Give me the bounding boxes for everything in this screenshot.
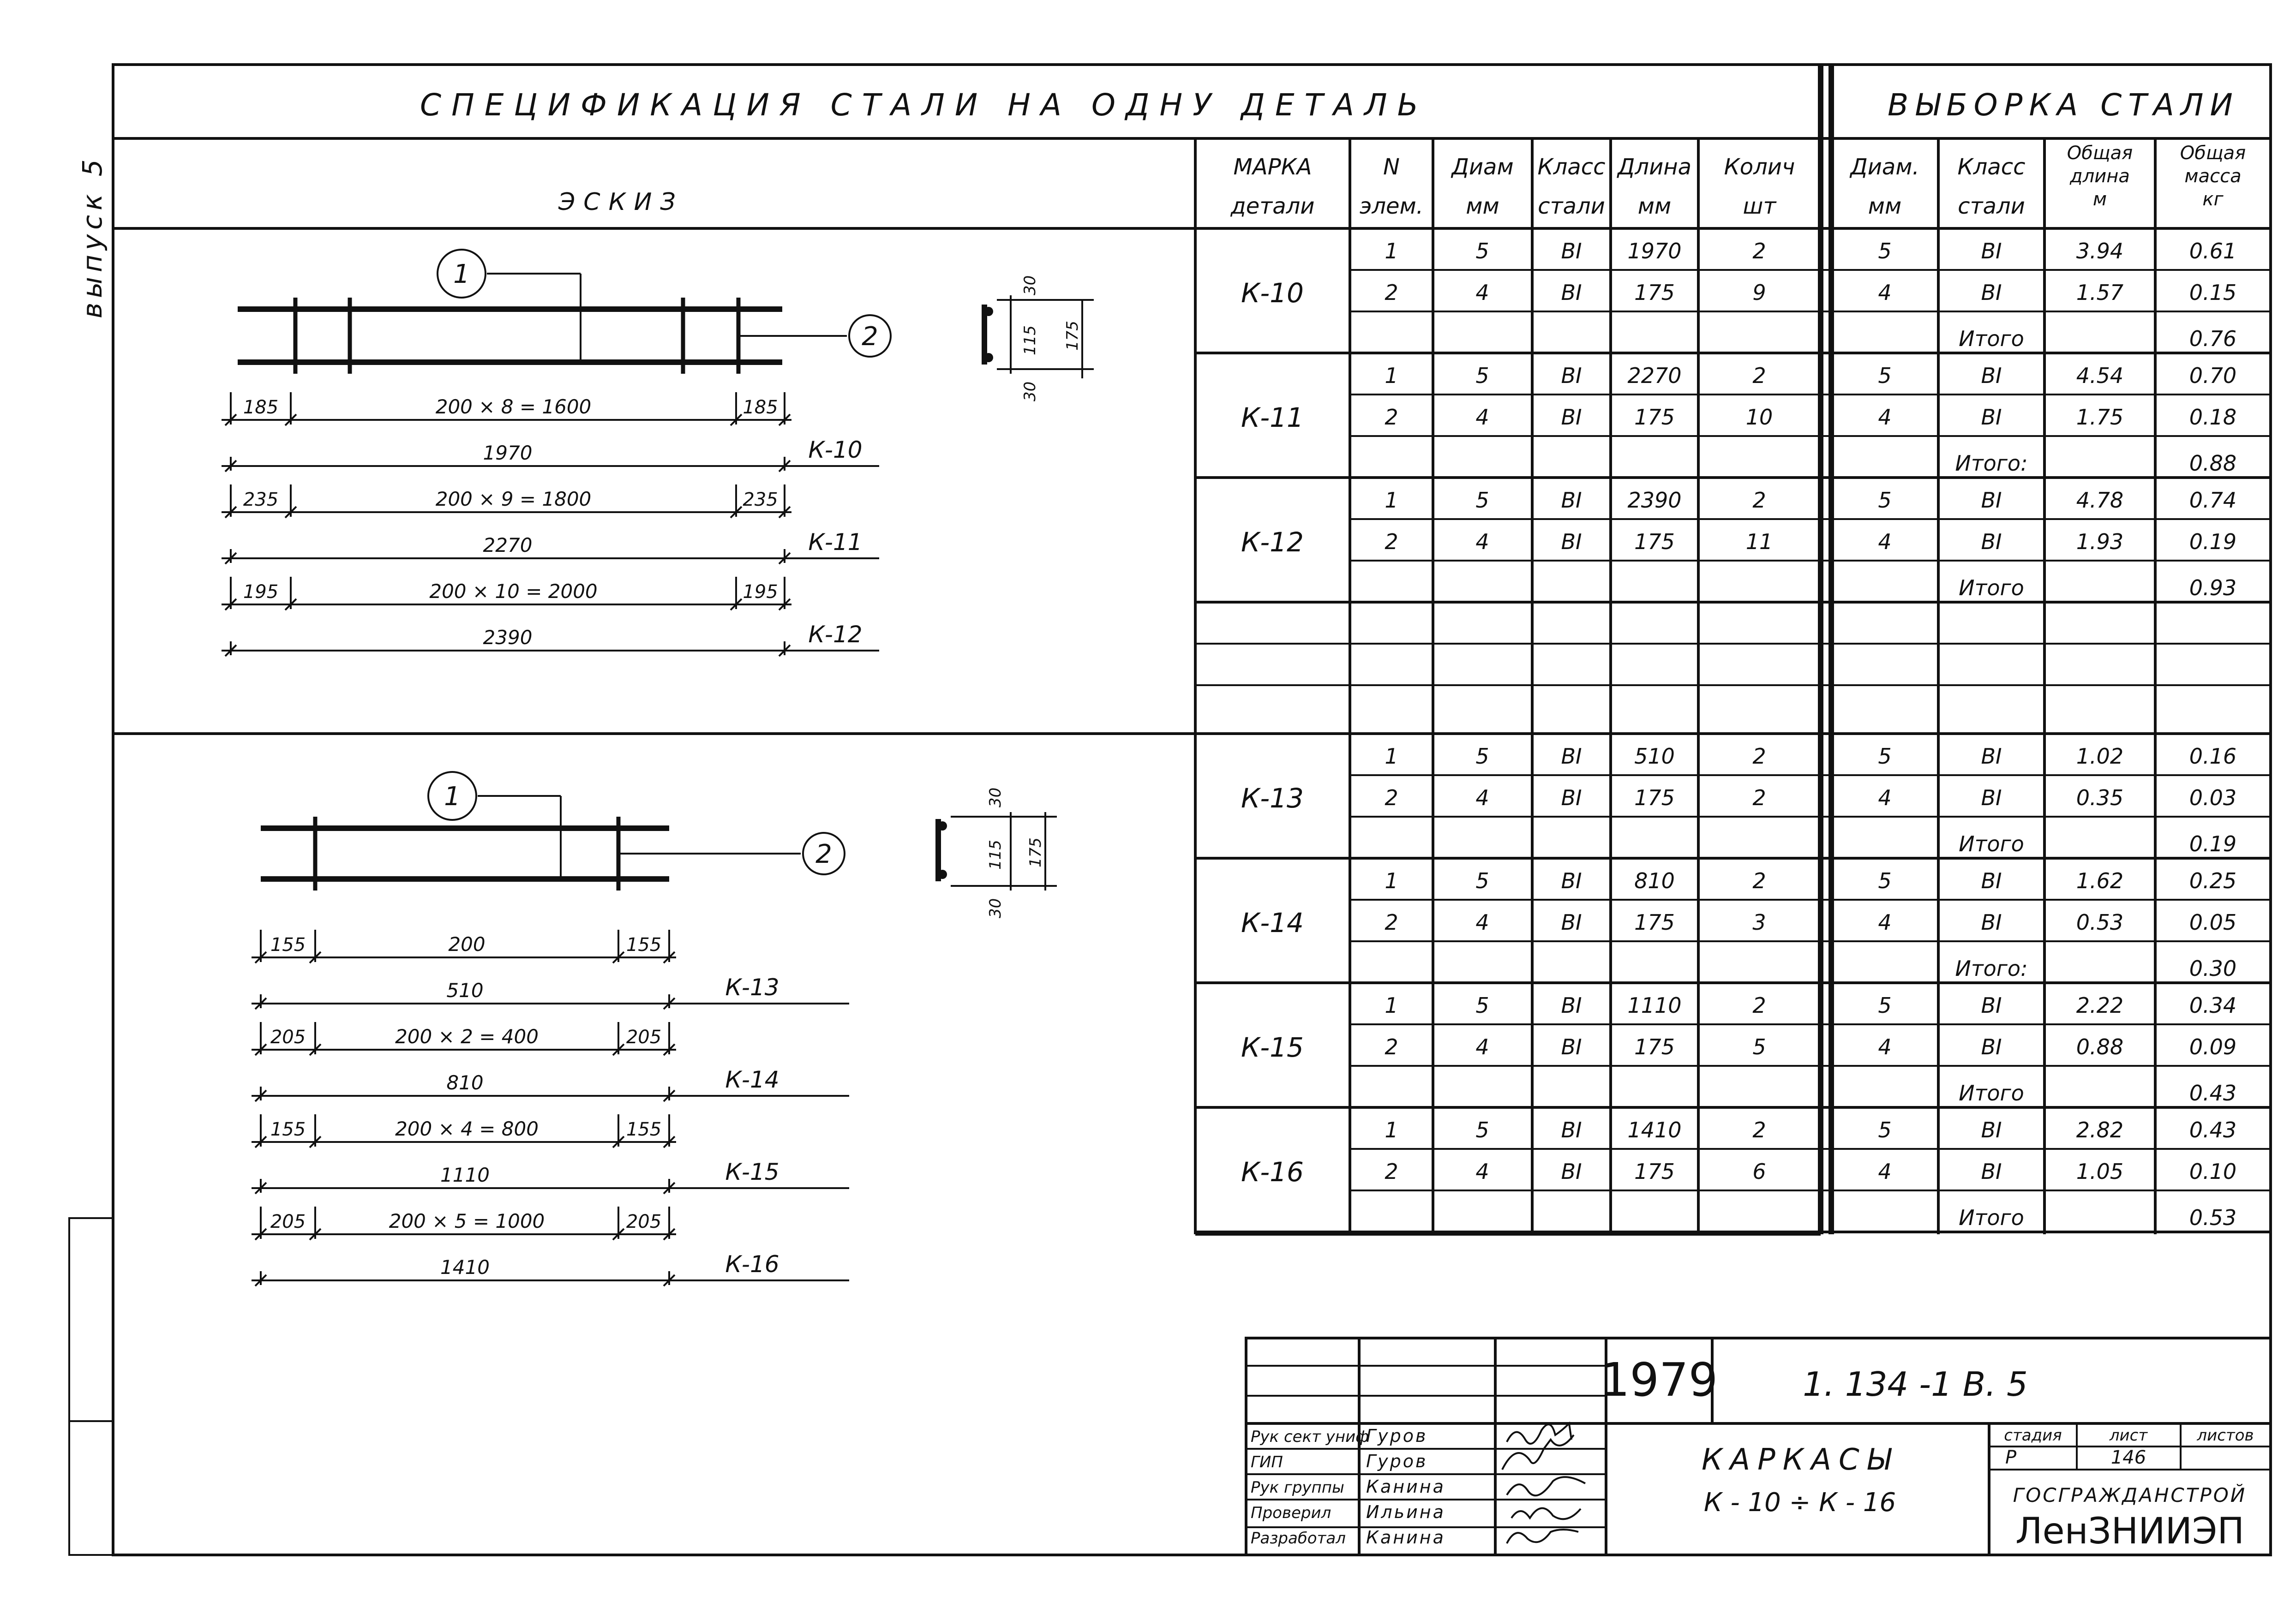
col-header-3-0: Класс [1537,154,1606,180]
spec-cell: 2 [1752,744,1766,769]
spec-cell: 5 [1475,239,1489,263]
spec-cell: 5 [1752,1034,1766,1059]
total-label: Итого [1959,831,2024,856]
selection-cell: 0.34 [2189,993,2237,1018]
spec-cell: 11 [1745,529,1773,554]
col-header-9-0: Общая [2180,143,2246,164]
detail-mark: К-10 [1241,277,1304,309]
signature-5 [1507,1530,1578,1543]
spec-cell: 2390 [1627,488,1682,513]
spec-cell: 175 [1634,910,1675,935]
bottom-section-30-bottom: 30 [986,898,1005,918]
tb-title: КАРКАСЫ [1701,1443,1899,1477]
tb-role: Рук сект униф [1251,1428,1369,1446]
selection-cell: ВI [1981,1118,2002,1142]
selection-cell: 0.88 [2076,1034,2124,1059]
top-section-175: 175 [1063,321,1082,351]
spec-cell: 175 [1634,1034,1675,1059]
selection-cell: 5 [1878,744,1892,769]
spec-cell: 810 [1634,868,1675,893]
bottom-total-dim: 810 [446,1071,484,1094]
selection-cell: 0.18 [2189,405,2237,430]
spec-cell: 2 [1752,488,1766,513]
selection-cell: ВI [1981,1034,2002,1059]
total-mass: 0.43 [2189,1081,2237,1106]
top-end-dim-right: 195 [743,581,778,603]
spec-cell: 2 [1752,868,1766,893]
selection-cell: 0.19 [2189,529,2237,554]
bottom-section-dot-upper [938,821,947,831]
bottom-detail-mark: К-14 [725,1066,779,1093]
spec-cell: 1110 [1627,993,1682,1018]
sketch-top [222,250,1094,656]
top-section-dot-upper [984,307,993,316]
top-end-dim-left: 185 [243,397,279,418]
selection-cell: 4 [1878,785,1892,810]
spec-cell: 5 [1475,363,1489,388]
bottom-detail-mark: К-13 [725,974,779,1001]
spec-cell: 2 [1752,993,1766,1018]
col-header-6-0: Диам. [1850,154,1919,180]
selection-cell: 4 [1878,1034,1892,1059]
selection-cell: ВI [1981,993,2002,1018]
total-mass: 0.53 [2189,1205,2237,1230]
bottom-end-dim-right: 155 [626,934,662,956]
top-callout-1: 1 [453,259,470,289]
selection-cell: ВI [1981,488,2002,513]
selection-cell: ВI [1981,744,2002,769]
col-header-1-0: N [1383,154,1400,180]
selection-cell: 4.78 [2076,488,2124,513]
tb-person-name: Гуров [1366,1426,1428,1446]
bottom-detail-mark: К-15 [725,1159,779,1185]
spec-cell: 1970 [1627,239,1682,263]
selection-cell: 0.09 [2189,1034,2237,1059]
spec-cell: 5 [1475,488,1489,513]
bottom-total-dim: 1110 [440,1164,490,1186]
spec-cell: 2 [1385,1159,1398,1184]
bottom-mid-dim: 200 [448,933,486,956]
selection-cell: 0.10 [2189,1159,2237,1184]
spec-cell: 2 [1385,785,1398,810]
detail-mark: К-11 [1241,402,1304,433]
bottom-mid-dim: 200 × 5 = 1000 [389,1210,545,1232]
selection-cell: 5 [1878,1118,1892,1142]
signature-2 [1502,1435,1574,1470]
selection-cell: 1.62 [2076,868,2124,893]
signature-4 [1511,1508,1581,1519]
tb-role: Проверил [1251,1504,1331,1522]
top-end-dim-left: 235 [243,489,279,510]
top-total-dim: 2270 [483,534,533,556]
col-header-1-1: элем. [1359,193,1424,219]
detail-mark: К-16 [1241,1156,1304,1188]
col-header-8-2: м [2092,189,2107,210]
selection-cell: ВI [1981,280,2002,305]
spec-cell: 1410 [1627,1118,1682,1142]
selection-cell: ВI [1981,785,2002,810]
col-header-4-1: мм [1637,193,1672,219]
selection-cell: 2.82 [2076,1118,2124,1142]
tb-person-name: Канина [1366,1476,1445,1497]
tb-stage: Р [2005,1447,2017,1468]
selection-cell: 1.02 [2076,744,2124,769]
spec-cell: 2 [1385,910,1398,935]
selection-cell: ВI [1981,1159,2002,1184]
selection-cell: 4 [1878,1159,1892,1184]
total-label: Итого [1959,326,2024,351]
spec-cell: 175 [1634,1159,1675,1184]
selection-cell: 5 [1878,868,1892,893]
bottom-end-dim-right: 155 [626,1119,662,1140]
spec-cell: ВI [1561,529,1582,554]
selection-cell: 4 [1878,280,1892,305]
selection-cell: ВI [1981,910,2002,935]
selection-cell: 0.61 [2189,239,2237,263]
selection-cell: 0.25 [2189,868,2237,893]
total-mass: 0.76 [2189,326,2237,351]
spec-cell: 2 [1752,785,1766,810]
top-end-dim-right: 235 [743,489,778,510]
bottom-mid-dim: 200 × 4 = 800 [395,1118,539,1140]
spec-cell: 4 [1475,529,1489,554]
selection-cell: 0.43 [2189,1118,2237,1142]
spec-cell: 6 [1752,1159,1766,1184]
spec-cell: ВI [1561,744,1582,769]
spec-table [1195,138,2271,1234]
spec-cell: 5 [1475,868,1489,893]
top-detail-mark: К-12 [808,621,863,648]
spec-cell: ВI [1561,405,1582,430]
selection-cell: 0.35 [2076,785,2124,810]
col-header-5-1: шт [1743,193,1776,219]
spec-cell: ВI [1561,868,1582,893]
spec-cell: 1 [1385,744,1398,769]
bottom-end-dim-left: 205 [270,1211,306,1232]
spec-cell: 175 [1634,529,1675,554]
spec-title: СПЕЦИФИКАЦИЯ СТАЛИ НА ОДНУ ДЕТАЛЬ [420,87,1428,123]
tb-year: 1979 [1600,1353,1718,1407]
tb-code: 1. 134 -1 В. 5 [1803,1365,2028,1404]
spec-cell: 2 [1752,239,1766,263]
selection-cell: 4 [1878,405,1892,430]
col-header-9-2: кг [2202,189,2224,210]
col-header-4-0: Длина [1617,154,1692,180]
selection-cell: 0.16 [2189,744,2237,769]
bottom-total-dim: 510 [446,979,484,1002]
selection-cell: 4 [1878,910,1892,935]
top-end-dim-right: 185 [743,397,778,418]
selection-cell: 1.75 [2076,405,2124,430]
detail-mark: К-12 [1241,526,1304,558]
selection-cell: 4.54 [2076,363,2124,388]
spec-cell: 4 [1475,280,1489,305]
bottom-total-dim: 1410 [440,1256,490,1279]
selection-cell: 5 [1878,993,1892,1018]
bottom-end-dim-left: 155 [270,934,306,956]
selection-title: ВЫБОРКА СТАЛИ [1888,87,2239,123]
top-total-dim: 2390 [483,626,533,649]
selection-cell: 0.05 [2189,910,2237,935]
top-dimension-lines [222,392,879,656]
spec-cell: ВI [1561,1118,1582,1142]
tb-org2: ЛенЗНИИЭП [2015,1511,2245,1552]
top-section-dot-lower [984,353,993,362]
total-mass: 0.19 [2189,831,2237,856]
total-label: Итого [1959,575,2024,600]
spec-cell: 175 [1634,785,1675,810]
spec-cell: ВI [1561,993,1582,1018]
total-label: Итого: [1955,451,2028,476]
margin-text: выпуск 5 [77,155,108,318]
spec-cell: ВI [1561,1159,1582,1184]
spec-cell: 5 [1475,993,1489,1018]
spec-cell: 2 [1385,1034,1398,1059]
selection-cell: 4 [1878,529,1892,554]
col-header-3-1: стали [1538,193,1605,219]
binding-strip [69,1218,113,1555]
top-section-30-bottom: 30 [1021,381,1039,401]
bottom-section-175: 175 [1026,837,1045,867]
sketch-label: ЭСКИЗ [558,188,684,216]
tb-sheets-label: листов [2197,1426,2254,1445]
selection-cell: 0.15 [2189,280,2237,305]
spec-cell: 4 [1475,405,1489,430]
total-label: Итого [1959,1205,2024,1230]
selection-cell: ВI [1981,868,2002,893]
top-mid-dim: 200 × 10 = 2000 [429,580,598,603]
spec-cell: 2 [1385,405,1398,430]
top-section-30-top: 30 [1021,275,1039,295]
spec-cell: 2 [1752,1118,1766,1142]
signature-3 [1507,1477,1585,1495]
spec-cell: 4 [1475,785,1489,810]
bottom-detail-mark: К-16 [725,1251,779,1278]
tb-subtitle: К - 10 ÷ К - 16 [1703,1488,1896,1518]
bottom-mid-dim: 200 × 2 = 400 [395,1025,539,1048]
spec-cell: 4 [1475,1159,1489,1184]
selection-cell: 0.53 [2076,910,2124,935]
sheet-frame [113,65,2271,1555]
spec-cell: ВI [1561,785,1582,810]
selection-cell: 1.57 [2076,280,2124,305]
tb-people [1251,1426,1445,1548]
selection-cell: 1.93 [2076,529,2124,554]
tb-sheet: 146 [2110,1447,2146,1468]
col-header-8-1: длина [2070,166,2130,187]
top-callout-2: 2 [862,322,878,352]
spec-cell: 175 [1634,280,1675,305]
top-detail-mark: К-10 [808,436,863,463]
col-header-8-0: Общая [2067,143,2133,164]
spec-cell: 510 [1634,744,1675,769]
bottom-end-dim-left: 205 [270,1027,306,1048]
tb-role: Рук группы [1251,1478,1344,1497]
tb-sheet-label: лист [2109,1426,2148,1445]
col-header-0-0: МАРКА [1233,154,1312,180]
tb-person-name: Гуров [1366,1451,1428,1471]
signature-1 [1507,1423,1571,1444]
selection-cell: 1.05 [2076,1159,2124,1184]
top-total-dim: 1970 [483,442,533,464]
spec-cell: 1 [1385,363,1398,388]
bottom-section-115: 115 [986,840,1005,870]
spec-cell: 2 [1385,280,1398,305]
total-label: Итого: [1955,956,2028,981]
tb-org1: ГОСГРАЖДАНСТРОЙ [2013,1484,2247,1506]
spec-cell: 9 [1752,280,1766,305]
bottom-section-30-top: 30 [986,787,1005,807]
selection-cell: 5 [1878,239,1892,263]
col-header-5-0: Колич [1724,154,1795,180]
spec-cell: 5 [1475,744,1489,769]
tb-role: ГИП [1251,1453,1283,1471]
tb-role: Разработал [1251,1529,1346,1548]
top-mid-dim: 200 × 8 = 1600 [435,395,592,418]
selection-cell: 0.70 [2189,363,2237,388]
spec-cell: ВI [1561,280,1582,305]
spec-cell: 4 [1475,910,1489,935]
spec-cell: 2270 [1627,363,1682,388]
bottom-dimension-lines [252,930,849,1286]
col-header-2-0: Диам [1451,154,1514,180]
total-mass: 0.30 [2189,956,2237,981]
total-mass: 0.93 [2189,575,2237,600]
selection-cell: 2.22 [2076,993,2124,1018]
spec-cell: ВI [1561,239,1582,263]
selection-cell: 3.94 [2076,239,2124,263]
sketch-bottom [252,772,1057,1286]
tb-person-name: Ильина [1366,1502,1445,1522]
spec-cell: ВI [1561,363,1582,388]
tb-person-name: Канина [1366,1527,1445,1548]
spec-cell: ВI [1561,1034,1582,1059]
total-mass: 0.88 [2189,451,2237,476]
selection-cell: 5 [1878,363,1892,388]
bottom-section-dot-lower [938,870,947,879]
spec-cell: 5 [1475,1118,1489,1142]
selection-cell: ВI [1981,529,2002,554]
top-mid-dim: 200 × 9 = 1800 [435,488,592,510]
spec-cell: 3 [1752,910,1766,935]
bottom-end-dim-right: 205 [626,1211,662,1232]
col-header-2-1: мм [1466,193,1499,219]
spec-cell: ВI [1561,910,1582,935]
selection-cell: ВI [1981,239,2002,263]
spec-cell: 1 [1385,868,1398,893]
spec-cell: 4 [1475,1034,1489,1059]
top-section-115: 115 [1021,325,1039,355]
selection-cell: 5 [1878,488,1892,513]
spec-cell: 1 [1385,488,1398,513]
tb-stage-label: стадия [2004,1426,2062,1445]
selection-cell: 0.03 [2189,785,2237,810]
detail-mark: К-15 [1241,1032,1304,1063]
col-header-7-0: Класс [1957,154,2026,180]
selection-cell: ВI [1981,405,2002,430]
col-header-6-1: мм [1868,193,1902,219]
spec-cell: 175 [1634,405,1675,430]
col-header-0-1: детали [1230,193,1315,219]
bottom-end-dim-right: 205 [626,1027,662,1048]
top-detail-mark: К-11 [808,529,863,556]
spec-cell: 1 [1385,993,1398,1018]
selection-cell: 0.74 [2189,488,2237,513]
bottom-callout-1: 1 [444,782,461,812]
total-label: Итого [1959,1081,2024,1106]
bottom-end-dim-left: 155 [270,1119,306,1140]
title-block [1246,1338,2271,1555]
top-end-dim-left: 195 [243,581,279,603]
detail-mark: К-14 [1241,907,1304,938]
bottom-callout-2: 2 [815,839,832,869]
spec-cell: 2 [1385,529,1398,554]
col-header-7-1: стали [1958,193,2025,219]
spec-cell: ВI [1561,488,1582,513]
spec-cell: 2 [1752,363,1766,388]
col-header-9-1: масса [2184,166,2242,187]
spec-cell: 1 [1385,1118,1398,1142]
spec-cell: 1 [1385,239,1398,263]
spec-cell: 10 [1745,405,1773,430]
detail-mark: К-13 [1241,783,1304,814]
selection-cell: ВI [1981,363,2002,388]
